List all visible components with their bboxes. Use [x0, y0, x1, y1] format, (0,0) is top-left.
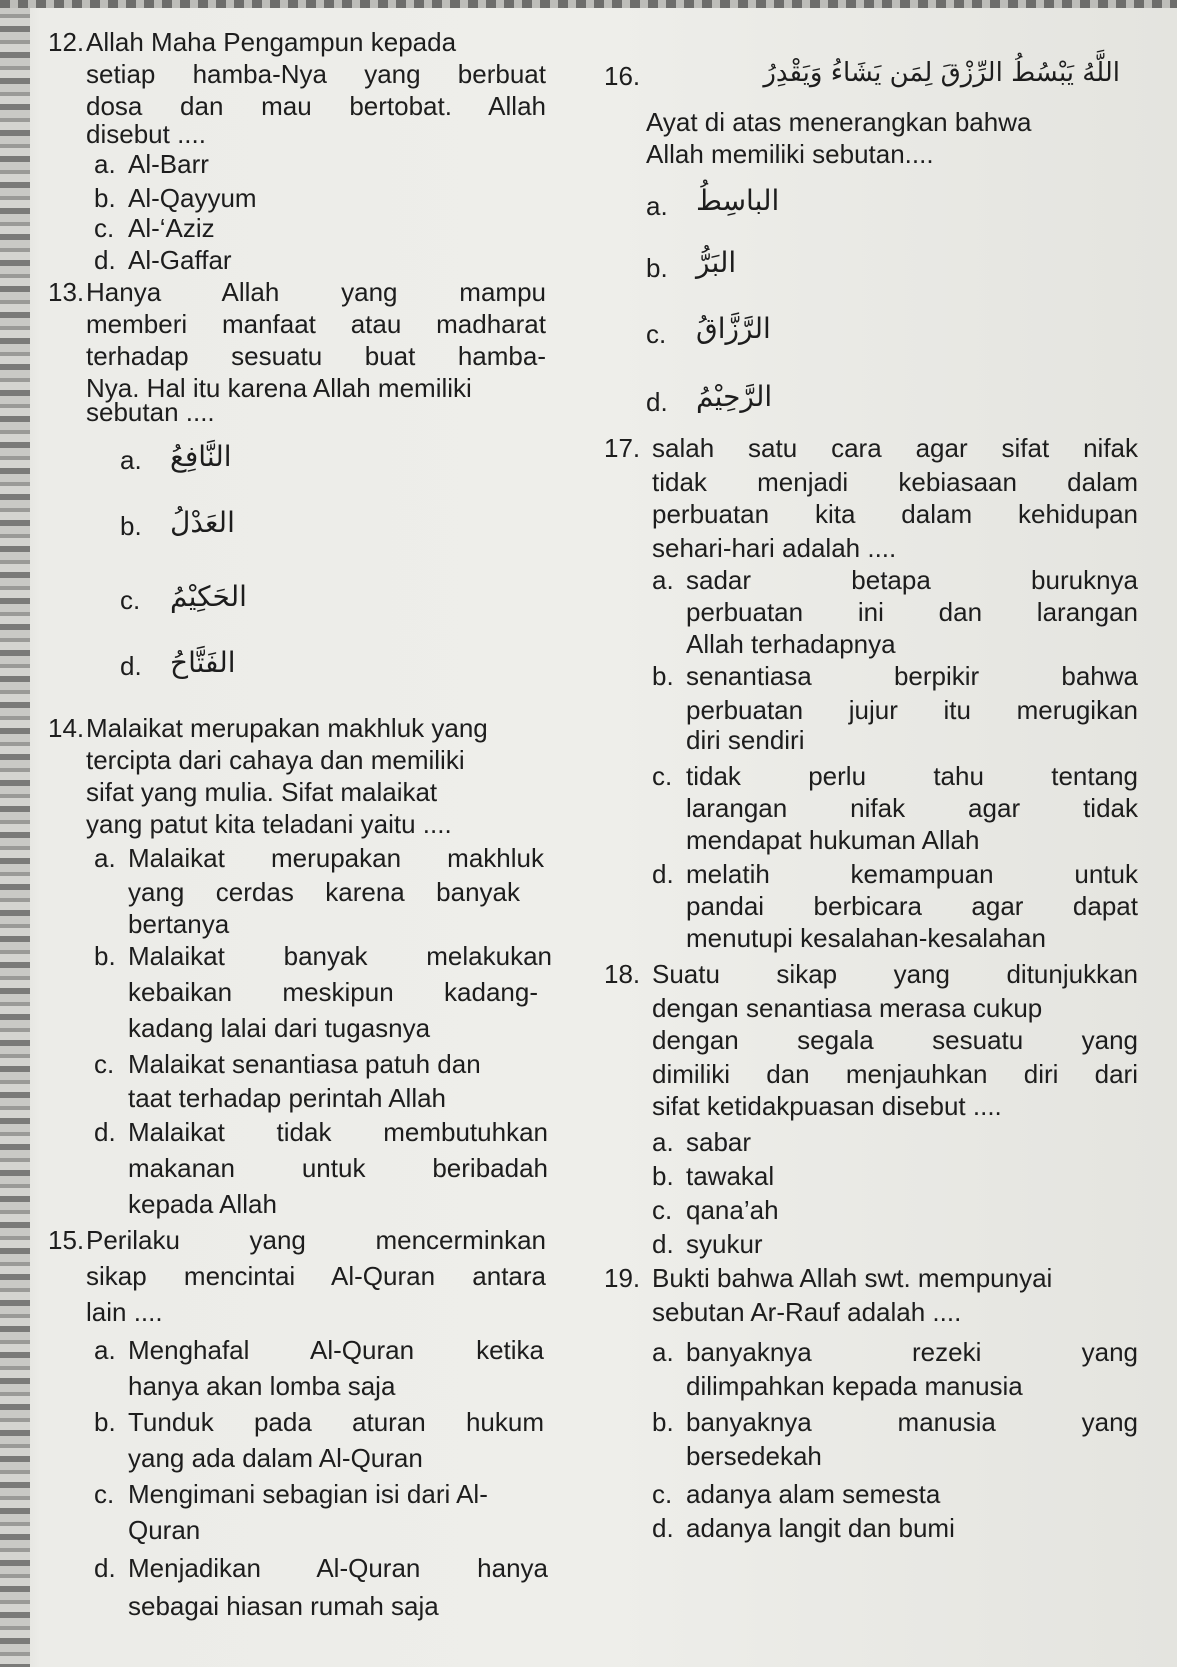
question-number: 12.	[48, 27, 85, 57]
option-text: qana’ah	[686, 1195, 779, 1225]
quran-verse-arabic: اللَّهُ يَبْسُطُ الرِّزْقَ لِمَن يَشَاءُ وَيَقْدِرُ	[763, 58, 1120, 88]
question-stem-line: dengan segala sesuatu yang	[652, 1025, 1138, 1055]
option-letter: a.	[120, 445, 142, 475]
option-letter: a.	[94, 843, 116, 873]
option-text-line: bertanya	[128, 909, 230, 939]
option-letter: d.	[646, 387, 668, 417]
option-letter: c.	[94, 213, 115, 243]
question-stem-line: Allah Maha Pengampun kepada	[86, 27, 457, 57]
option-text: syukur	[686, 1229, 763, 1259]
question-stem-line: perbuatan kita dalam kehidupan	[652, 499, 1138, 529]
question-stem-line: dimiliki dan menjauhkan diri dari	[652, 1059, 1138, 1089]
option-text-line: kadang lalai dari tugasnya	[128, 1013, 431, 1043]
question-stem-line: salah satu cara agar sifat nifak	[652, 433, 1138, 463]
option-letter: d.	[652, 1513, 674, 1543]
option-text-line: adanya langit dan bumi	[686, 1513, 955, 1543]
option-text-line: Malaikat senantiasa patuh dan	[128, 1049, 481, 1079]
question-stem-line: Perilaku yang mencerminkan	[86, 1225, 546, 1255]
option-text-line: Allah terhadapnya	[686, 629, 896, 659]
question-stem-line: sifat yang mulia. Sifat malaikat	[86, 777, 438, 807]
option-arabic-text: الرَّزَّاقُ	[696, 312, 771, 345]
question-number: 14.	[48, 713, 85, 743]
option-arabic-text: البَرُّ	[696, 246, 737, 279]
option-text-line: yang ada dalam Al-Quran	[128, 1443, 423, 1473]
option-text-line: diri sendiri	[686, 725, 805, 755]
question-stem-line: terhadap sesuatu buat hamba-	[86, 341, 546, 371]
option-text-line: bersedekah	[686, 1441, 822, 1471]
option-text-line: Malaikat merupakan makhluk	[128, 843, 544, 873]
option-text-line: menutupi kesalahan-kesalahan	[686, 923, 1046, 953]
option-letter: c.	[652, 1195, 673, 1225]
question-stem-line: tercipta dari cahaya dan memiliki	[86, 745, 465, 775]
option-text: sabar	[686, 1127, 752, 1157]
option-letter: c.	[646, 319, 667, 349]
question-stem-line: Malaikat merupakan makhluk yang	[86, 713, 488, 743]
option-text: Al-Barr	[128, 149, 209, 179]
option-letter: c.	[652, 761, 673, 791]
option-letter: d.	[120, 651, 142, 681]
option-text-line: kebaikan meskipun kadang-	[128, 977, 538, 1007]
option-letter: d.	[94, 245, 116, 275]
option-text-line: Quran	[128, 1515, 201, 1545]
option-text-line: taat terhadap perintah Allah	[128, 1083, 447, 1113]
option-text-line: larangan nifak agar tidak	[686, 793, 1138, 823]
question-stem-line: sikap mencintai Al-Quran antara	[86, 1261, 546, 1291]
option-text-line: banyaknya rezeki yang	[686, 1337, 1138, 1367]
option-letter: b.	[94, 941, 116, 971]
option-arabic-text: العَدْلُ	[170, 506, 235, 539]
question-stem-line: dosa dan mau bertobat. Allah	[86, 91, 546, 121]
question-stem-line: memberi manfaat atau madharat	[86, 309, 546, 339]
option-text-line: banyaknya manusia yang	[686, 1407, 1138, 1437]
question-stem-line: Nya. Hal itu karena Allah memiliki	[86, 373, 472, 403]
question-stem-line: sehari-hari adalah ....	[652, 533, 897, 563]
option-letter: a.	[652, 1337, 674, 1367]
option-letter: d.	[652, 859, 674, 889]
option-letter: d.	[652, 1229, 674, 1259]
question-number: 19.	[604, 1263, 641, 1293]
option-arabic-text: الحَكِيْمُ	[170, 580, 247, 613]
question-number: 15.	[48, 1225, 85, 1255]
option-text-line: makanan untuk beribadah	[128, 1153, 548, 1183]
option-text-line: kepada Allah	[128, 1189, 277, 1219]
option-letter: a.	[94, 149, 116, 179]
option-text-line: Mengimani sebagian isi dari Al-	[128, 1479, 488, 1509]
option-letter: d.	[94, 1117, 116, 1147]
option-text: Al-Qayyum	[128, 183, 257, 213]
option-text-line: melatih kemampuan untuk	[686, 859, 1138, 889]
option-text-line: pandai berbicara agar dapat	[686, 891, 1138, 921]
question-stem-line: disebut ....	[86, 119, 206, 149]
question-stem-line: sebutan Ar-Rauf adalah ....	[652, 1297, 962, 1327]
option-text-line: Menghafal Al-Quran ketika	[128, 1335, 544, 1365]
option-text-line: sebagai hiasan rumah saja	[128, 1591, 439, 1621]
option-text-line: Malaikat banyak melakukan	[128, 941, 552, 971]
option-text-line: sadar betapa buruknya	[686, 565, 1138, 595]
page-binding-edge	[0, 0, 30, 1667]
option-text-line: Malaikat tidak membutuhkan	[128, 1117, 548, 1147]
question-stem-line: Bukti bahwa Allah swt. mempunyai	[652, 1263, 1053, 1293]
option-text-line: Tunduk pada aturan hukum	[128, 1407, 544, 1437]
option-text: tawakal	[686, 1161, 775, 1191]
question-stem-line: Allah memiliki sebutan....	[646, 139, 934, 169]
option-text-line: hanya akan lomba saja	[128, 1371, 396, 1401]
option-letter: a.	[94, 1335, 116, 1365]
option-letter: b.	[120, 511, 142, 541]
option-text: Al-‘Aziz	[128, 213, 215, 243]
option-letter: b.	[646, 253, 668, 283]
option-letter: c.	[652, 1479, 673, 1509]
option-letter: b.	[94, 183, 116, 213]
question-stem-line: yang patut kita teladani yaitu ....	[86, 809, 452, 839]
option-letter: d.	[94, 1553, 116, 1583]
question-stem-line: Suatu sikap yang ditunjukkan	[652, 959, 1138, 989]
option-letter: c.	[120, 585, 141, 615]
question-stem-line: dengan senantiasa merasa cukup	[652, 993, 1043, 1023]
option-arabic-text: النَّافِعُ	[170, 440, 232, 473]
option-text-line: perbuatan ini dan larangan	[686, 597, 1138, 627]
question-stem-line: Hanya Allah yang mampu	[86, 277, 546, 307]
question-stem-line: sebutan ....	[86, 397, 215, 427]
question-number: 18.	[604, 959, 641, 989]
option-arabic-text: الفَتَّاحُ	[170, 646, 236, 679]
question-number: 17.	[604, 433, 641, 463]
question-stem-line: tidak menjadi kebiasaan dalam	[652, 467, 1138, 497]
option-letter: b.	[652, 1161, 674, 1191]
option-arabic-text: الرَّحِيْمُ	[696, 380, 773, 413]
option-text-line: Menjadikan Al-Quran hanya	[128, 1553, 548, 1583]
option-letter: a.	[646, 191, 668, 221]
question-stem-line: Ayat di atas menerangkan bahwa	[646, 107, 1032, 137]
question-number: 16.	[604, 61, 641, 91]
option-letter: a.	[652, 565, 674, 595]
option-text-line: perbuatan jujur itu merugikan	[686, 695, 1138, 725]
option-text-line: senantiasa berpikir bahwa	[686, 661, 1138, 691]
option-letter: a.	[652, 1127, 674, 1157]
option-letter: b.	[652, 1407, 674, 1437]
option-text-line: dilimpahkan kepada manusia	[686, 1371, 1023, 1401]
option-text-line: tidak perlu tahu tentang	[686, 761, 1138, 791]
question-stem-line: sifat ketidakpuasan disebut ....	[652, 1091, 1002, 1121]
option-letter: c.	[94, 1049, 115, 1079]
question-stem-line: lain ....	[86, 1297, 163, 1327]
option-text-line: adanya alam semesta	[686, 1479, 941, 1509]
option-text-line: mendapat hukuman Allah	[686, 825, 980, 855]
question-number: 13.	[48, 277, 85, 307]
option-text: Al-Gaffar	[128, 245, 232, 275]
page-top-edge	[0, 0, 1177, 8]
question-stem-line: setiap hamba-Nya yang berbuat	[86, 59, 546, 89]
option-arabic-text: الباسِطُ	[696, 184, 780, 217]
option-letter: b.	[94, 1407, 116, 1437]
option-text-line: yang cerdas karena banyak	[128, 877, 520, 907]
option-letter: c.	[94, 1479, 115, 1509]
option-letter: b.	[652, 661, 674, 691]
